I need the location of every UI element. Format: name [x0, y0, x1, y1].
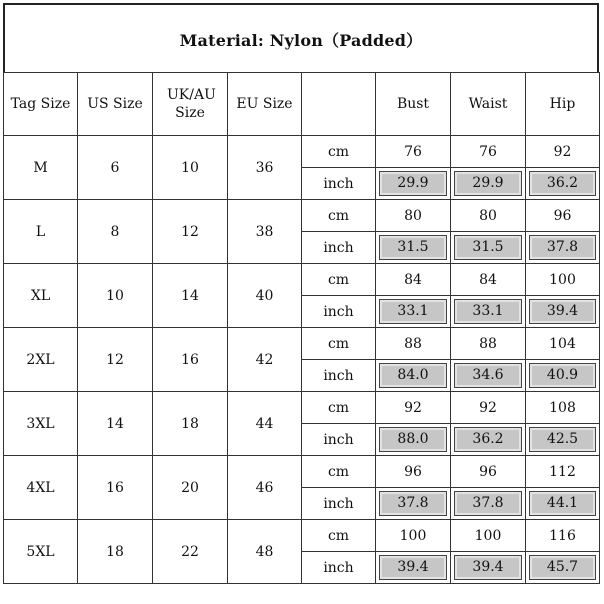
eu-size-cell: 48 — [228, 520, 302, 584]
hip-cm-cell: 112 — [526, 456, 600, 488]
header-us-size: US Size — [78, 73, 153, 136]
bust-inch-cell — [376, 296, 451, 328]
hip-cm-cell: 108 — [526, 392, 600, 424]
waist-cm-cell: 88 — [451, 328, 526, 360]
waist-inch-value: 37.8 — [454, 491, 522, 516]
waist-inch-value: 39.4 — [454, 555, 522, 580]
hip-inch-value: 45.7 — [529, 555, 596, 580]
waist-inch-cell — [451, 424, 526, 456]
eu-size-cell: 40 — [228, 264, 302, 328]
hip-inch-cell — [526, 488, 600, 520]
unit-cm-label: cm — [302, 136, 376, 168]
eu-size-cell: 38 — [228, 200, 302, 264]
waist-cm-cell: 96 — [451, 456, 526, 488]
hip-inch-cell — [526, 360, 600, 392]
bust-cm-cell: 100 — [376, 520, 451, 552]
header-waist: Waist — [451, 73, 526, 136]
header-uk-au-size: UK/AU Size — [153, 73, 228, 136]
size-row-cm — [4, 456, 600, 488]
eu-size-cell: 36 — [228, 136, 302, 200]
bust-inch-cell — [376, 360, 451, 392]
header-bust: Bust — [376, 73, 451, 136]
hip-inch-value: 37.8 — [529, 235, 596, 260]
unit-inch-label: inch — [302, 168, 376, 200]
chart-title: Material: Nylon（Padded） — [3, 3, 599, 73]
bust-inch-value: 88.0 — [379, 427, 447, 452]
bust-inch-value: 31.5 — [379, 235, 447, 260]
bust-cm-cell: 92 — [376, 392, 451, 424]
hip-cm-cell: 104 — [526, 328, 600, 360]
waist-cm-cell: 100 — [451, 520, 526, 552]
hip-inch-cell — [526, 424, 600, 456]
waist-inch-value: 36.2 — [454, 427, 522, 452]
hip-inch-cell — [526, 232, 600, 264]
unit-cm-label: cm — [302, 456, 376, 488]
bust-inch-cell — [376, 488, 451, 520]
bust-inch-value: 37.8 — [379, 491, 447, 516]
eu-size-cell: 42 — [228, 328, 302, 392]
size-row-cm — [4, 200, 600, 232]
unit-inch-label: inch — [302, 552, 376, 584]
size-rows — [4, 136, 600, 584]
waist-inch-cell — [451, 168, 526, 200]
waist-inch-cell — [451, 488, 526, 520]
waist-inch-cell — [451, 232, 526, 264]
size-row-cm — [4, 392, 600, 424]
bust-inch-cell — [376, 424, 451, 456]
bust-cm-cell: 84 — [376, 264, 451, 296]
uk-au-size-cell: 12 — [153, 200, 228, 264]
waist-cm-cell: 84 — [451, 264, 526, 296]
header-tag-size: Tag Size — [4, 73, 78, 136]
us-size-cell: 8 — [78, 200, 153, 264]
tag-size-cell: 2XL — [4, 328, 78, 392]
hip-cm-cell: 100 — [526, 264, 600, 296]
hip-inch-value: 40.9 — [529, 363, 596, 388]
unit-cm-label: cm — [302, 328, 376, 360]
hip-inch-cell — [526, 296, 600, 328]
unit-inch-label: inch — [302, 424, 376, 456]
hip-inch-value: 44.1 — [529, 491, 596, 516]
us-size-cell: 6 — [78, 136, 153, 200]
header-eu-size: EU Size — [228, 73, 302, 136]
bust-inch-value: 39.4 — [379, 555, 447, 580]
uk-au-size-cell: 18 — [153, 392, 228, 456]
unit-inch-label: inch — [302, 232, 376, 264]
unit-inch-label: inch — [302, 296, 376, 328]
waist-inch-cell — [451, 552, 526, 584]
tag-size-cell: 4XL — [4, 456, 78, 520]
hip-inch-value: 39.4 — [529, 299, 596, 324]
unit-cm-label: cm — [302, 392, 376, 424]
hip-cm-cell: 116 — [526, 520, 600, 552]
bust-inch-value: 84.0 — [379, 363, 447, 388]
waist-inch-value: 31.5 — [454, 235, 522, 260]
waist-inch-value: 34.6 — [454, 363, 522, 388]
hip-inch-value: 42.5 — [529, 427, 596, 452]
header-hip: Hip — [526, 73, 600, 136]
waist-cm-cell: 76 — [451, 136, 526, 168]
waist-inch-value: 33.1 — [454, 299, 522, 324]
eu-size-cell: 44 — [228, 392, 302, 456]
us-size-cell: 14 — [78, 392, 153, 456]
unit-inch-label: inch — [302, 488, 376, 520]
header-unit — [302, 73, 376, 136]
size-row-cm — [4, 136, 600, 168]
header-row — [4, 73, 600, 136]
bust-cm-cell: 88 — [376, 328, 451, 360]
hip-inch-cell — [526, 168, 600, 200]
us-size-cell: 12 — [78, 328, 153, 392]
us-size-cell: 18 — [78, 520, 153, 584]
unit-cm-label: cm — [302, 200, 376, 232]
waist-inch-cell — [451, 296, 526, 328]
tag-size-cell: L — [4, 200, 78, 264]
bust-inch-cell — [376, 552, 451, 584]
tag-size-cell: M — [4, 136, 78, 200]
size-row-cm — [4, 520, 600, 552]
size-row-cm — [4, 328, 600, 360]
bust-inch-value: 29.9 — [379, 171, 447, 196]
eu-size-cell: 46 — [228, 456, 302, 520]
size-row-cm — [4, 264, 600, 296]
uk-au-size-cell: 20 — [153, 456, 228, 520]
waist-cm-cell: 92 — [451, 392, 526, 424]
unit-cm-label: cm — [302, 520, 376, 552]
waist-inch-cell — [451, 360, 526, 392]
tag-size-cell: 3XL — [4, 392, 78, 456]
unit-inch-label: inch — [302, 360, 376, 392]
tag-size-cell: XL — [4, 264, 78, 328]
uk-au-size-cell: 22 — [153, 520, 228, 584]
size-chart-table — [3, 72, 600, 584]
bust-cm-cell: 80 — [376, 200, 451, 232]
unit-cm-label: cm — [302, 264, 376, 296]
hip-cm-cell: 96 — [526, 200, 600, 232]
us-size-cell: 16 — [78, 456, 153, 520]
waist-inch-value: 29.9 — [454, 171, 522, 196]
bust-inch-cell — [376, 168, 451, 200]
waist-cm-cell: 80 — [451, 200, 526, 232]
bust-cm-cell: 96 — [376, 456, 451, 488]
uk-au-size-cell: 16 — [153, 328, 228, 392]
uk-au-size-cell: 14 — [153, 264, 228, 328]
us-size-cell: 10 — [78, 264, 153, 328]
bust-inch-cell — [376, 232, 451, 264]
bust-inch-value: 33.1 — [379, 299, 447, 324]
uk-au-size-cell: 10 — [153, 136, 228, 200]
hip-inch-value: 36.2 — [529, 171, 596, 196]
hip-inch-cell — [526, 552, 600, 584]
tag-size-cell: 5XL — [4, 520, 78, 584]
hip-cm-cell: 92 — [526, 136, 600, 168]
bust-cm-cell: 76 — [376, 136, 451, 168]
